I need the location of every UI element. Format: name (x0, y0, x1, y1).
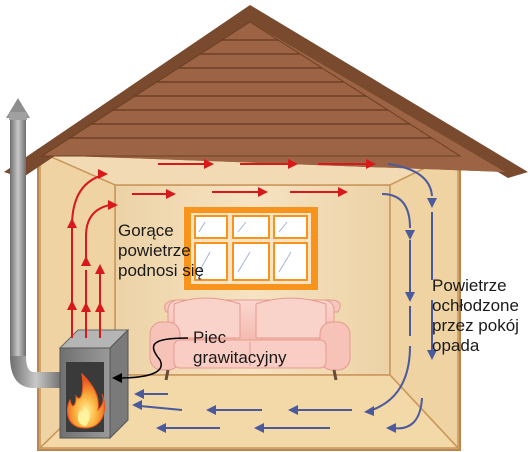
stove-label: Piec grawitacyjny (193, 328, 287, 367)
window (184, 207, 318, 290)
cooled-air-label: Powietrze ochłodzone przez pokój opada (432, 276, 519, 355)
roof (4, 5, 528, 178)
hot-air-label: Gorące powietrze podnosi się (118, 221, 205, 280)
stove (60, 330, 128, 438)
